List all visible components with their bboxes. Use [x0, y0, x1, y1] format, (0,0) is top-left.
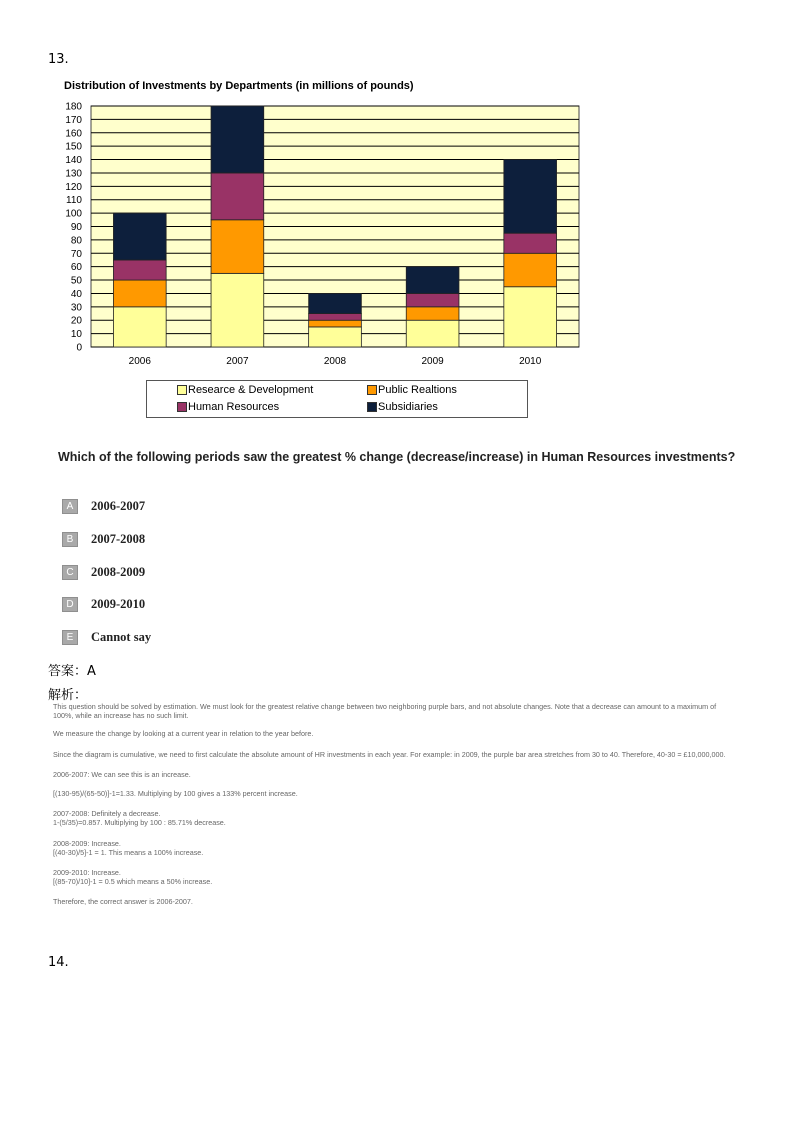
question-number: 13. [48, 52, 69, 67]
option-letter-badge: E [62, 630, 78, 645]
bar-segment [406, 293, 459, 306]
option-label: 2007-2008 [91, 532, 146, 546]
option-letter-badge: B [62, 532, 78, 547]
bar-segment [406, 307, 459, 320]
explanation-line: 2006-2007: We can see this is an increase. [53, 770, 191, 779]
y-tick-label: 150 [65, 141, 82, 153]
x-tick-label: 2008 [323, 356, 347, 367]
bar-segment [504, 253, 557, 286]
option-letter-badge: D [62, 597, 78, 612]
y-tick-label: 130 [65, 168, 82, 180]
chart-title: Distribution of Investments by Departments (in millions of pounds) [64, 80, 414, 92]
explanation-line: 2009-2010: Increase. [53, 868, 121, 877]
bar-segment [113, 260, 166, 280]
x-tick-label: 2006 [128, 356, 151, 367]
explanation-line: 1-(5/35)=0.857. Multiplying by 100 : 85.71% decrease. [53, 818, 226, 827]
y-tick-label: 50 [70, 275, 82, 287]
bar-segment [211, 106, 264, 173]
legend-label-hr: Human Resources [188, 401, 280, 413]
y-tick-label: 80 [70, 235, 82, 247]
y-tick-label: 160 [65, 128, 82, 140]
y-tick-label: 70 [70, 248, 82, 260]
bar-segment [113, 307, 166, 347]
chart-legend [146, 380, 528, 418]
option-letter-badge: C [62, 565, 78, 580]
stacked-bar-chart [50, 96, 590, 372]
legend-label-subs: Subsidiaries [378, 401, 438, 413]
explanation-line: Therefore, the correct answer is 2006-2007. [53, 897, 193, 906]
legend-item-pr [367, 384, 457, 396]
bar-segment [504, 287, 557, 347]
x-tick-label: 2010 [519, 356, 542, 367]
question-number: 14. [48, 955, 69, 970]
bar-segment [309, 293, 362, 313]
question-text: Which of the following periods saw the greatest % change (decrease/increase) in Human Resources investments? [58, 450, 736, 464]
bar-segment [211, 173, 264, 220]
answer-line: 答案：A [48, 664, 96, 679]
option-d[interactable] [62, 597, 145, 612]
y-tick-label: 140 [65, 155, 82, 167]
explanation-line: [(130-95)/(65-50)]-1=1.33. Multiplying by 100 gives a 133% percent increase. [53, 789, 298, 798]
bar-segment [406, 267, 459, 294]
option-a[interactable] [62, 499, 145, 514]
explanation-line: [(85-70)/10]-1 = 0.5 which means a 50% increase. [53, 877, 213, 886]
legend-item-hr [177, 401, 279, 413]
y-tick-label: 40 [70, 288, 82, 300]
legend-swatch-subs [367, 402, 377, 412]
explanation-line: [(40-30)/5]-1 = 1. This means a 100% increase. [53, 848, 204, 857]
bar-segment [113, 280, 166, 307]
y-tick-label: 100 [65, 208, 82, 220]
analysis-heading: 解析： [48, 688, 88, 703]
y-tick-label: 0 [76, 342, 82, 354]
option-b[interactable] [62, 532, 145, 547]
explanation-line: Since the diagram is cumulative, we need to first calculate the absolute amount of HR investments in each year. For example: in 2009, the purple bar area stretches from 30 to 40. Therefore, 40-30 = £10,000,000. [53, 750, 726, 759]
explanation-line: 2008-2009: Increase. [53, 839, 121, 848]
bar-segment [504, 160, 557, 234]
y-tick-label: 60 [70, 262, 82, 274]
legend-item-subs [367, 401, 438, 413]
x-tick-label: 2009 [421, 356, 444, 367]
bar-segment [211, 273, 264, 347]
legend-swatch-hr [177, 402, 187, 412]
explanation-line: 100%, while an increase has no such limit. [53, 711, 189, 720]
y-tick-label: 30 [70, 302, 82, 314]
bar-segment [211, 220, 264, 274]
option-label: 2008-2009 [91, 565, 146, 579]
y-tick-label: 110 [66, 195, 82, 207]
y-tick-label: 170 [65, 114, 82, 126]
bar-segment [113, 213, 166, 260]
option-label: Cannot say [91, 630, 152, 644]
y-tick-label: 10 [70, 329, 82, 341]
legend-swatch-rd [177, 385, 187, 395]
legend-label-rd: Researce & Development [188, 384, 314, 396]
explanation-line: We measure the change by looking at a current year in relation to the year before. [53, 729, 314, 738]
bar-segment [504, 233, 557, 253]
x-tick-label: 2007 [226, 356, 249, 367]
option-label: 2006-2007 [91, 499, 146, 513]
y-tick-label: 120 [65, 181, 82, 193]
y-tick-label: 90 [70, 222, 82, 233]
explanation-line: This question should be solved by estimation. We must look for the greatest relative change between two neighboring purple bars, and not absolute changes. Note that a decrease can amount to a maximum of [53, 702, 717, 711]
bar-segment [309, 327, 362, 347]
explanation-line: 2007-2008: Definitely a decrease. [53, 809, 161, 818]
option-label: 2009-2010 [91, 597, 146, 611]
option-letter-badge: A [62, 499, 78, 514]
option-e[interactable] [62, 630, 151, 645]
bar-segment [309, 314, 362, 321]
option-c[interactable] [62, 565, 145, 580]
bar-segment [309, 320, 362, 327]
y-tick-label: 180 [65, 101, 82, 113]
legend-item-rd [177, 384, 313, 396]
bar-segment [406, 320, 459, 347]
y-tick-label: 20 [70, 315, 82, 327]
legend-label-pr: Public Realtions [378, 384, 457, 396]
legend-swatch-pr [367, 385, 377, 395]
